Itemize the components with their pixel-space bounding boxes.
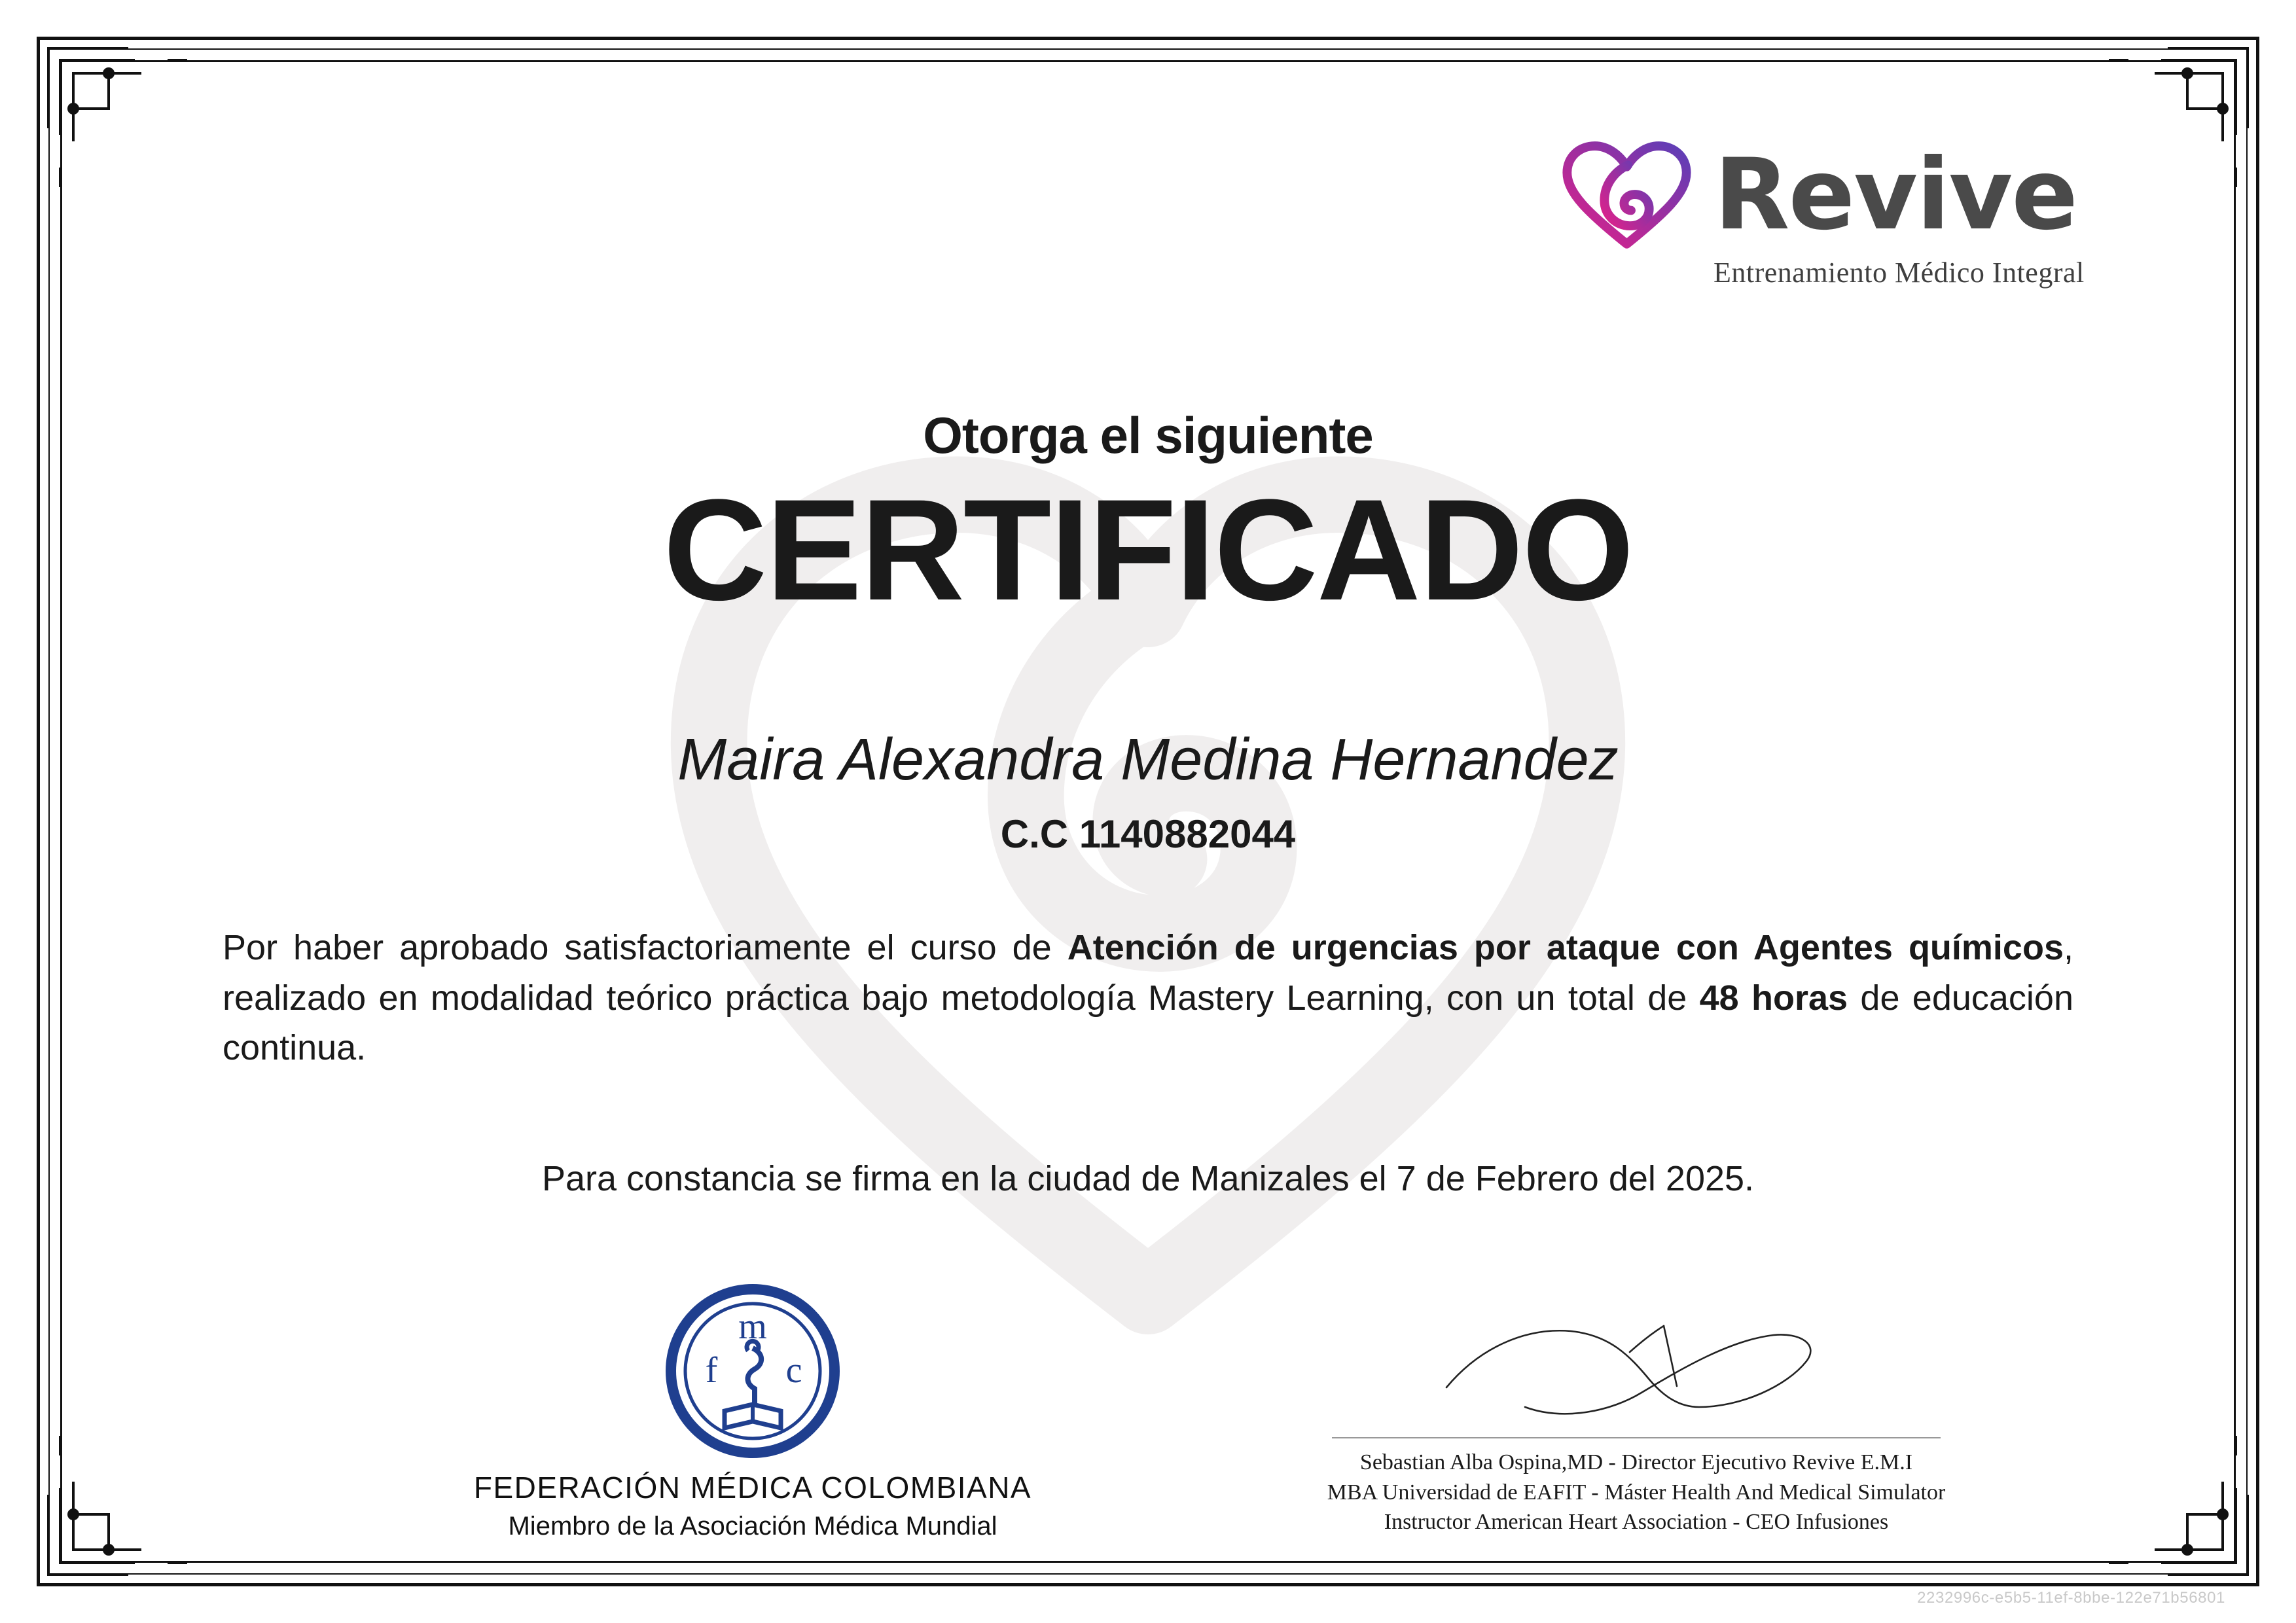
- body-part-2: , realizado en modalidad teórico práctica bajo metodología Mastery Learning, con un total de: [223, 928, 2073, 1018]
- signature-line: [1332, 1437, 1941, 1438]
- signature-block: [1302, 1309, 1970, 1537]
- body-part-3: de educación continua.: [223, 978, 2073, 1068]
- body-part-1: Por haber aprobado satisfactoriamente el curso de: [223, 928, 1067, 967]
- document-id: 2232996c-e5b5-11ef-8bbe-122e71b56801: [1917, 1589, 2225, 1607]
- handwritten-signature-icon: [1433, 1309, 1839, 1433]
- revive-tagline: Entrenamiento Médico Integral: [1713, 257, 2085, 289]
- page-title: CERTIFICADO: [663, 469, 1633, 630]
- svg-text:m: m: [738, 1306, 767, 1347]
- recipient-name: Maira Alexandra Medina Hernandez: [677, 727, 1619, 793]
- certificate-content: [111, 79, 2185, 1544]
- signatory-line-1: Sebastian Alba Ospina,MD - Director Ejecutivo Revive E.M.I: [1359, 1450, 1913, 1474]
- certificate-body: [223, 923, 2073, 1073]
- revive-wordmark: Revive: [1714, 137, 2077, 252]
- signatory-line-3: Instructor American Heart Association - CEO Infusiones: [1384, 1510, 1889, 1535]
- pretitle: Otorga el siguiente: [923, 406, 1373, 464]
- revive-heart-swirl-icon: [1556, 137, 1697, 252]
- recipient-id: C.C 1140882044: [1000, 812, 1296, 856]
- federation-name: FEDERACIÓN MÉDICA COLOMBIANA: [473, 1471, 1032, 1505]
- course-hours: 48 horas: [1699, 978, 1848, 1018]
- issuance-statement: Para constancia se firma en la ciudad de Manizales el 7 de Febrero del 2025.: [541, 1159, 1755, 1198]
- federation-block: [425, 1283, 1080, 1541]
- brand-logo: [1556, 137, 2100, 289]
- svg-text:f: f: [705, 1350, 718, 1391]
- course-name: Atención de urgencias por ataque con Agentes químicos: [1067, 928, 2064, 967]
- federation-subtitle: Miembro de la Asociación Médica Mundial: [508, 1512, 997, 1541]
- signatory-line-2: MBA Universidad de EAFIT - Máster Health And Medical Simulator: [1327, 1480, 1946, 1505]
- svg-text:c: c: [785, 1350, 802, 1391]
- fmc-seal-icon: [664, 1283, 841, 1459]
